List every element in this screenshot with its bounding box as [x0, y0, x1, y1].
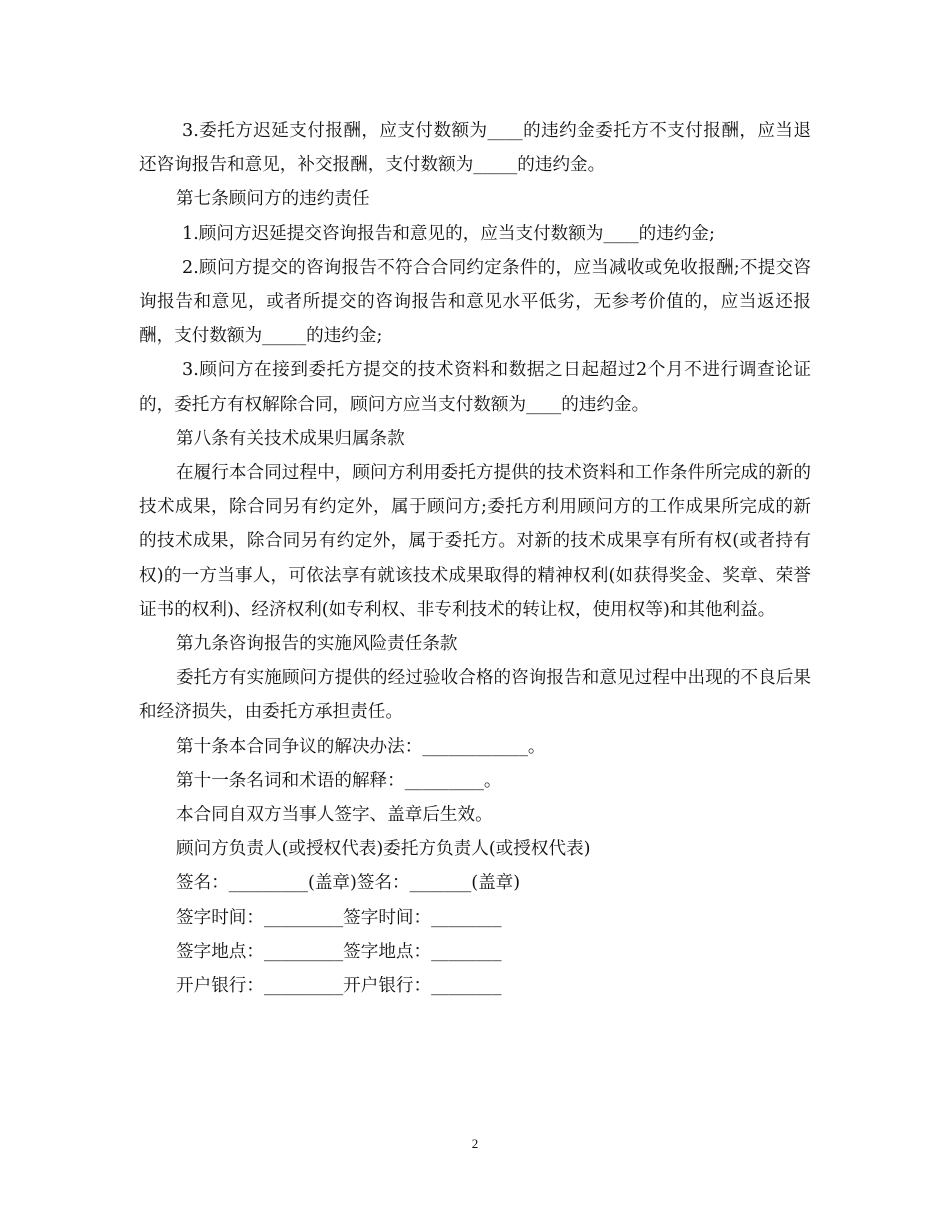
bank-account-line: 开户银行：_________开户银行：________ [176, 976, 502, 997]
paragraph-clause-6-3: 3.委托方迟延支付报酬，应支付数额为____的违约金委托方不支付报酬，应当退还咨询报告和意见，补交报酬，支付数额为_____的违约金。 [139, 121, 811, 176]
paragraph-clause-7-3: 3.顾问方在接到委托方提交的技术资料和数据之日起超过2个月不进行调查论证的，委托方有权解除合同，顾问方应当支付数额为____的违约金。 [139, 360, 811, 415]
page-number: 2 [471, 1136, 479, 1151]
document-body [139, 114, 811, 1003]
signature-time-line: 签字时间：_________签字时间：________ [176, 907, 502, 928]
paragraph-article-11: 第十一条名词和术语的解释：_________。 [176, 770, 502, 791]
heading-article-8: 第八条有关技术成果归属条款 [176, 428, 405, 449]
paragraph-article-9-body: 委托方有实施顾问方提供的经过验收合格的咨询报告和意见过程中出现的不良后果和经济损失，由委托方承担责任。 [139, 668, 811, 723]
paragraph-article-8-body: 在履行本合同过程中，顾问方利用委托方提供的技术资料和工作条件所完成的新的技术成果，除合同另有约定外，属于顾问方;委托方利用顾问方的工作成果所完成的新的技术成果，除合同另有约定外，属于委托方。对新的技术成果享有所有权(或者持有权)的一方当事人，可依法享有就该技术成果取得的精神权利(如获得奖金、奖章、荣誉证书的权利)、经济权利(如专利权、非专利技术的转让权，使用权等)和其他利益。 [139, 463, 811, 620]
paragraph-clause-7-1: 1.顾问方迟延提交咨询报告和意见的，应当支付数额为____的违约金; [182, 223, 715, 244]
signature-parties-line: 顾问方负责人(或授权代表)委托方负责人(或授权代表) [176, 839, 591, 860]
heading-article-7: 第七条顾问方的违约责任 [176, 189, 370, 210]
heading-article-9: 第九条咨询报告的实施风险责任条款 [176, 634, 458, 655]
signature-place-line: 签字地点：_________签字地点：________ [176, 941, 502, 962]
paragraph-clause-7-2: 2.顾问方提交的咨询报告不符合合同约定条件的，应当减收或免收报酬;不提交咨询报告和意见，或者所提交的咨询报告和意见水平低劣，无参考价值的，应当返还报酬，支付数额为_____的违约金; [139, 257, 811, 347]
paragraph-effective-clause: 本合同自双方当事人签字、盖章后生效。 [176, 805, 493, 826]
signature-name-line: 签名：_________(盖章)签名：_______(盖章) [176, 873, 521, 894]
paragraph-article-10: 第十条本合同争议的解决办法：____________。 [176, 736, 546, 757]
